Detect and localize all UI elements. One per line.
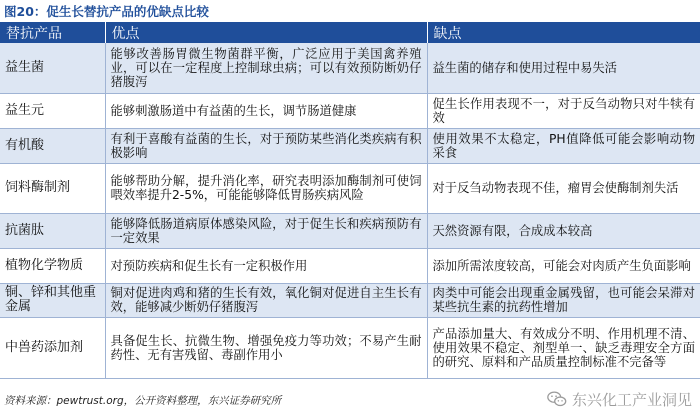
cell-advantages: 有利于喜酸有益菌的生长，对于预防某些消化类疾病有积极影响: [105, 128, 427, 163]
cell-advantages: 能够改善肠胃微生物菌群平衡，广泛应用于美国禽养殖业，可以在一定程度上控制球虫病；可以有效预防断奶仔猪腹泻: [105, 43, 427, 93]
table-header-row: [0, 22, 700, 43]
cell-advantages: 对预防疾病和促生长有一定积极作用: [105, 248, 427, 283]
cell-product: 中兽药添加剂: [0, 317, 105, 378]
cell-disadvantages: 促生长作用表现不一，对于反刍动物只对牛犊有效: [427, 93, 700, 128]
cell-product: 益生菌: [0, 43, 105, 93]
cell-advantages: 能够刺激肠道中有益菌的生长，调节肠道健康: [105, 93, 427, 128]
watermark-text: 东兴化工产业洞见: [571, 390, 692, 409]
cell-advantages: 能够帮助分解，提升消化率，研究表明添加酶制剂可使饲喂效率提升2-5%，可能能够降低胃肠疾病风险: [105, 163, 427, 213]
cell-disadvantages: 肉类中可能会出现重金属残留，也可能会呆滞对某些抗生素的抗药性增加: [427, 283, 700, 317]
table-row: [0, 213, 700, 248]
cell-product: 植物化学物质: [0, 248, 105, 283]
wechat-icon: [546, 388, 568, 410]
header-disadvantages: 缺点: [427, 22, 700, 43]
comparison-table: [0, 22, 700, 379]
table-row: [0, 128, 700, 163]
cell-product: 饲料酶制剂: [0, 163, 105, 213]
cell-advantages: 能够降低肠道病原体感染风险，对于促生长和疾病预防有一定效果: [105, 213, 427, 248]
watermark: [546, 388, 692, 410]
table-row: [0, 248, 700, 283]
cell-disadvantages: 对于反刍动物表现不佳，瘤胃会使酶制剂失活: [427, 163, 700, 213]
header-product: 替抗产品: [0, 22, 105, 43]
source-note: 资料来源：pewtrust.org，公开资料整理，东兴证券研究所: [4, 395, 282, 407]
cell-product: 有机酸: [0, 128, 105, 163]
table-row: [0, 283, 700, 317]
cell-disadvantages: 添加所需浓度较高，可能会对肉质产生负面影响: [427, 248, 700, 283]
cell-disadvantages: 益生菌的储存和使用过程中易失活: [427, 43, 700, 93]
table-row: [0, 163, 700, 213]
cell-product: 益生元: [0, 93, 105, 128]
cell-disadvantages: 使用效果不太稳定，PH值降低可能会影响动物采食: [427, 128, 700, 163]
cell-advantages: 铜对促进肉鸡和猪的生长有效，氧化铜对促进自主生长有效，能够减少断奶仔猪腹泻: [105, 283, 427, 317]
table-row: [0, 43, 700, 93]
cell-disadvantages: 天然资源有限，合成成本较高: [427, 213, 700, 248]
figure-title: 图20：促生长替抗产品的优缺点比较: [4, 4, 209, 19]
table-row: [0, 93, 700, 128]
cell-product: 铜、锌和其他重金属: [0, 283, 105, 317]
cell-product: 抗菌肽: [0, 213, 105, 248]
table-row: [0, 317, 700, 378]
header-advantages: 优点: [105, 22, 427, 43]
cell-disadvantages: 产品添加量大、有效成分不明、作用机理不清、使用效果不稳定、剂型单一、缺乏毒理安全方面的研究、原料和产品质量控制标准不完备等: [427, 317, 700, 378]
cell-advantages: 具备促生长、抗微生物、增强免疫力等功效；不易产生耐药性、无有害残留、毒副作用小: [105, 317, 427, 378]
